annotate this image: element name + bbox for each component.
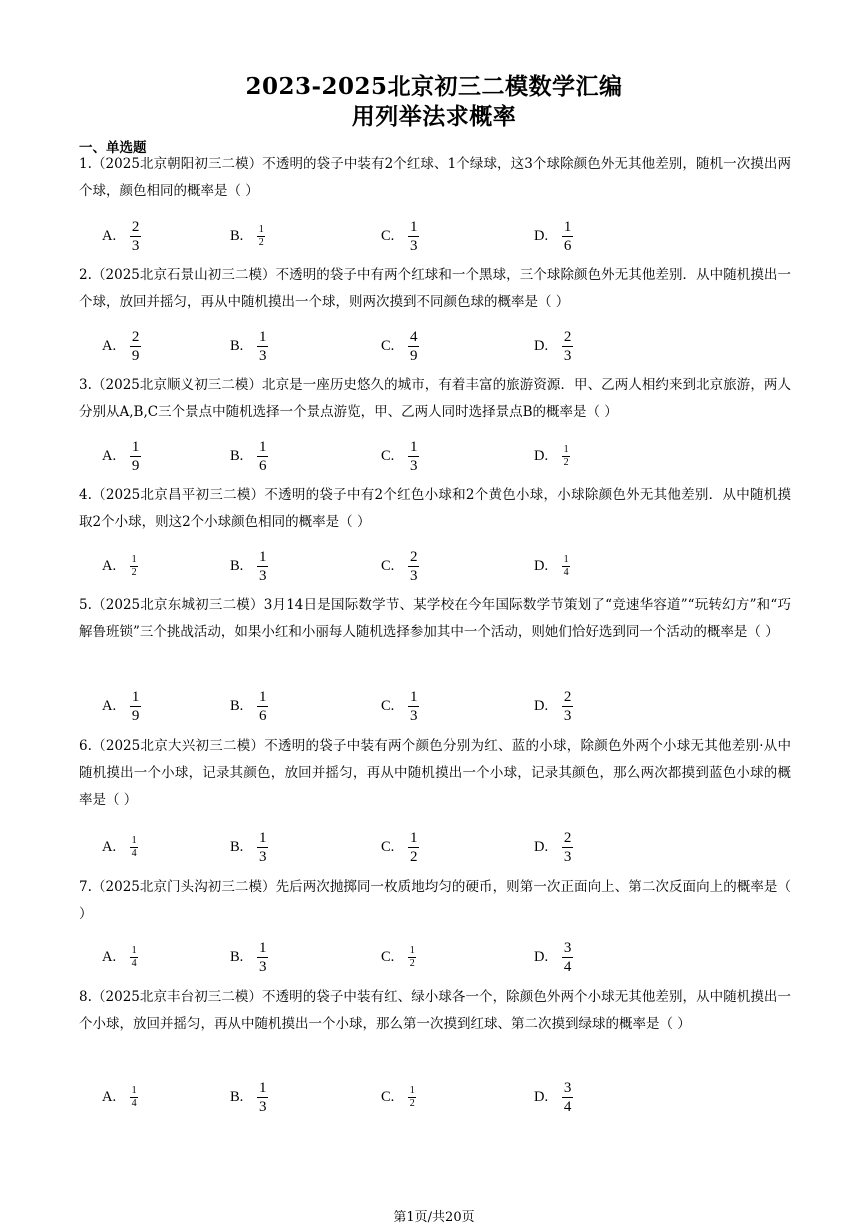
question-6-text: 6.（2025北京大兴初三二模）不透明的袋子中装有两个颜色分别为红、蓝的小球，除颜色外两个小球无其他差别·从中随机摸出一个小球，记录其颜色，放回并摇匀，再从中随机摸出一个小球，记录其颜色，那么两次都摸到蓝色小球的概率是（ ） bbox=[79, 738, 791, 808]
fraction: $\frac{1}{3}$ bbox=[410, 438, 418, 474]
fraction: $\frac{1}{4}$ bbox=[131, 944, 137, 969]
question-3-text: 3.（2025北京顺义初三二模）北京是一座历史悠久的城市，有着丰富的旅游资源．甲、乙两人相约来到北京旅游，两人分别从A,B,C三个景点中随机选择一个景点游览，甲、乙两人同时选择景点B的概率是（ ） bbox=[79, 377, 791, 420]
fraction: $\frac{2}{3}$ bbox=[131, 218, 140, 254]
option-b: B. $\frac{1}{6}$ bbox=[230, 438, 267, 474]
question-2-text: 2.（2025北京石景山初三二模）不透明的袋子中有两个红球和一个黑球，三个球除颜色外无其他差别．从中随机摸出一个球，放回并摇匀，再从中随机摸出一个球，则两次摸到不同颜色球的概率是（ ） bbox=[79, 267, 791, 310]
fraction: $\frac{1}{3}$ bbox=[259, 1079, 267, 1115]
fraction: $\frac{1}{2}$ bbox=[409, 944, 415, 969]
question-5-text: 5.（2025北京东城初三二模）3月14日是国际数学节、某学校在今年国际数学节策划了“竞速华容道”“玩转幻方”和“巧解鲁班锁”三个挑战活动，如果小红和小丽每人随机选择参加其中一个活动，则她们恰好选到同一个活动的概率是（ ） bbox=[79, 597, 791, 640]
question-1-text: 1.（2025北京朝阳初三二模）不透明的袋子中装有2个红球、1个绿球，这3个球除颜色外无其他差别，随机一次摸出两个球，颜色相同的概率是（ ） bbox=[79, 156, 791, 199]
fraction: $\frac{1}{4}$ bbox=[563, 553, 569, 578]
option-a: A. $\frac{1}{4}$ bbox=[102, 834, 137, 859]
option-b: B. $\frac{1}{3}$ bbox=[230, 939, 267, 975]
fraction: $\frac{1}{3}$ bbox=[259, 328, 267, 364]
option-a: A. $\frac{1}{4}$ bbox=[102, 1084, 137, 1109]
option-c: C. $\frac{2}{3}$ bbox=[381, 548, 418, 584]
fraction: $\frac{2}{3}$ bbox=[410, 548, 418, 584]
fraction: $\frac{1}{4}$ bbox=[131, 1084, 137, 1109]
fraction: $\frac{1}{2}$ bbox=[258, 223, 264, 248]
fraction: $\frac{1}{3}$ bbox=[410, 688, 418, 724]
fraction: $\frac{1}{2}$ bbox=[563, 443, 569, 468]
fraction: $\frac{2}{3}$ bbox=[563, 688, 572, 724]
option-d: D. $\frac{2}{3}$ bbox=[534, 328, 572, 364]
fraction: $\frac{1}{9}$ bbox=[131, 688, 140, 724]
option-b: B. $\frac{1}{2}$ bbox=[230, 223, 264, 248]
fraction: $\frac{1}{3}$ bbox=[259, 829, 267, 865]
option-d: D. $\frac{1}{4}$ bbox=[534, 553, 569, 578]
fraction: $\frac{2}{3}$ bbox=[563, 829, 572, 865]
fraction: $\frac{1}{2}$ bbox=[410, 829, 418, 865]
option-a: A. $\frac{2}{3}$ bbox=[102, 218, 140, 254]
option-d: D. $\frac{3}{4}$ bbox=[534, 939, 572, 975]
fraction: $\frac{2}{3}$ bbox=[563, 328, 572, 364]
option-c: C. $\frac{1}{3}$ bbox=[381, 688, 418, 724]
question-7-text: 7.（2025北京门头沟初三二模）先后两次抛掷同一枚质地均匀的硬币，则第一次正面向上、第二次反面向上的概率是（ ） bbox=[79, 879, 791, 922]
fraction: $\frac{3}{4}$ bbox=[563, 939, 572, 975]
fraction: $\frac{1}{3}$ bbox=[259, 548, 267, 584]
fraction: $\frac{3}{4}$ bbox=[563, 1079, 572, 1115]
document-subtitle: 用列举法求概率 bbox=[351, 103, 517, 130]
option-c: C. $\frac{4}{9}$ bbox=[381, 328, 418, 364]
option-c: C. $\frac{1}{2}$ bbox=[381, 1084, 415, 1109]
fraction: $\frac{1}{2}$ bbox=[409, 1084, 415, 1109]
document-title: 2023-2025北京初三二模数学汇编 bbox=[245, 73, 623, 100]
option-a: A. $\frac{1}{4}$ bbox=[102, 944, 137, 969]
option-d: D. $\frac{1}{2}$ bbox=[534, 443, 569, 468]
option-a: A. $\frac{1}{9}$ bbox=[102, 688, 140, 724]
option-b: B. $\frac{1}{3}$ bbox=[230, 829, 267, 865]
option-d: D. $\frac{2}{3}$ bbox=[534, 688, 572, 724]
option-a: A. $\frac{2}{9}$ bbox=[102, 328, 140, 364]
option-c: C. $\frac{1}{3}$ bbox=[381, 218, 418, 254]
fraction: $\frac{1}{4}$ bbox=[131, 834, 137, 859]
question-8-text: 8.（2025北京丰台初三二模）不透明的袋子中装有红、绿小球各一个，除颜色外两个小球无其他差别，从中随机摸出一个小球，放回并摇匀，再从中随机摸出一个小球，那么第一次摸到红球、第二次摸到绿球的概率是（ ） bbox=[79, 989, 791, 1032]
option-d: D. $\frac{3}{4}$ bbox=[534, 1079, 572, 1115]
option-a: A. $\frac{1}{2}$ bbox=[102, 553, 137, 578]
fraction: $\frac{1}{6}$ bbox=[259, 438, 267, 474]
fraction: $\frac{1}{6}$ bbox=[563, 218, 572, 254]
option-c: C. $\frac{1}{2}$ bbox=[381, 944, 415, 969]
fraction: $\frac{1}{9}$ bbox=[131, 438, 140, 474]
fraction: $\frac{1}{2}$ bbox=[131, 553, 137, 578]
fraction: $\frac{1}{6}$ bbox=[259, 688, 267, 724]
fraction: $\frac{2}{9}$ bbox=[131, 328, 140, 364]
option-c: C. $\frac{1}{2}$ bbox=[381, 829, 418, 865]
fraction: $\frac{1}{3}$ bbox=[259, 939, 267, 975]
option-b: B. $\frac{1}{3}$ bbox=[230, 548, 267, 584]
section-heading: 一、单选题 bbox=[79, 140, 147, 156]
fraction: $\frac{4}{9}$ bbox=[410, 328, 418, 364]
fraction: $\frac{1}{3}$ bbox=[410, 218, 418, 254]
option-c: C. $\frac{1}{3}$ bbox=[381, 438, 418, 474]
option-d: D. $\frac{1}{6}$ bbox=[534, 218, 572, 254]
option-b: B. $\frac{1}{3}$ bbox=[230, 1079, 267, 1115]
page-footer: 第1页/共20页 bbox=[393, 1210, 475, 1225]
option-b: B. $\frac{1}{6}$ bbox=[230, 688, 267, 724]
option-b: B. $\frac{1}{3}$ bbox=[230, 328, 267, 364]
option-a: A. $\frac{1}{9}$ bbox=[102, 438, 140, 474]
option-d: D. $\frac{2}{3}$ bbox=[534, 829, 572, 865]
question-4-text: 4.（2025北京昌平初三二模）不透明的袋子中有2个红色小球和2个黄色小球，小球除颜色外无其他差别．从中随机摸取2个小球，则这2个小球颜色相同的概率是（ ） bbox=[79, 487, 791, 530]
